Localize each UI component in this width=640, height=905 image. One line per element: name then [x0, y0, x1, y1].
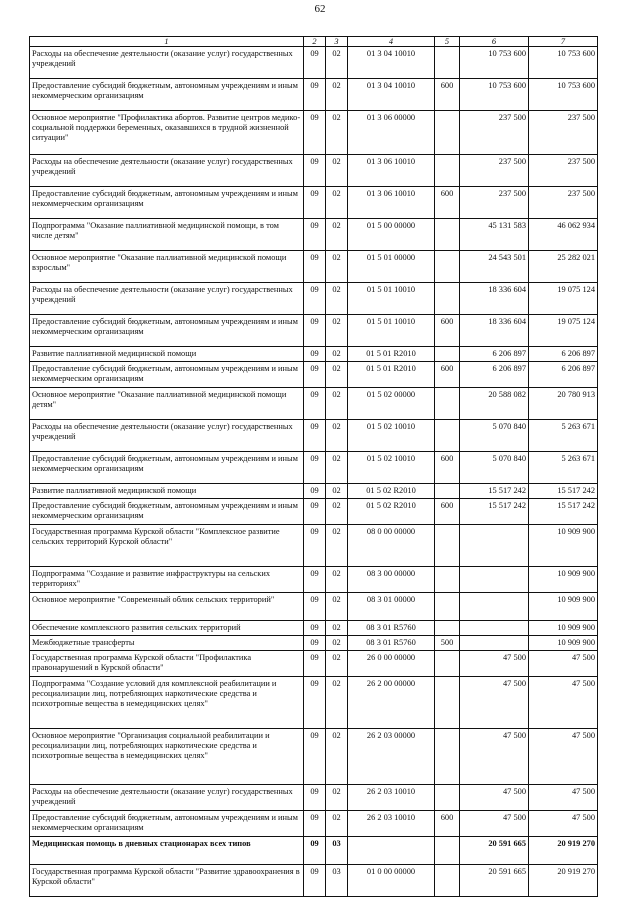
- row-name: Подпрограмма "Создание и развитие инфраструктуры на сельских территориях": [30, 567, 304, 593]
- row-expense-type: 600: [435, 79, 460, 111]
- table-header-row: [30, 37, 598, 47]
- row-section: 09: [304, 420, 326, 452]
- row-amount-year2: 47 500: [529, 677, 598, 729]
- row-amount-year2: 10 909 900: [529, 593, 598, 621]
- row-name: Расходы на обеспечение деятельности (оказание услуг) государственных учреждений: [30, 283, 304, 315]
- row-expense-type: [435, 567, 460, 593]
- row-expense-type: [435, 785, 460, 811]
- row-amount-year2: 10 909 900: [529, 525, 598, 567]
- row-subsection: 02: [326, 499, 348, 525]
- header-col-subsection: 3: [326, 37, 348, 47]
- row-section: 09: [304, 362, 326, 388]
- row-amount-year1: 5 070 840: [460, 420, 529, 452]
- row-amount-year2: 47 500: [529, 811, 598, 837]
- row-expense-type: [435, 219, 460, 251]
- row-amount-year2: 10 909 900: [529, 621, 598, 636]
- row-subsection: 02: [326, 452, 348, 484]
- row-name: Расходы на обеспечение деятельности (оказание услуг) государственных учреждений: [30, 785, 304, 811]
- row-amount-year1: 47 500: [460, 651, 529, 677]
- table-row: [30, 865, 598, 897]
- row-section: 09: [304, 251, 326, 283]
- row-amount-year1: 47 500: [460, 785, 529, 811]
- row-name: Основное мероприятие "Профилактика абортов. Развитие центров медико-социальной поддержки беременных, оказавшихся в трудной жизненной ситуации": [30, 111, 304, 155]
- table-row: [30, 283, 598, 315]
- row-section: 09: [304, 315, 326, 347]
- row-amount-year1: 10 753 600: [460, 79, 529, 111]
- row-expense-type: 500: [435, 636, 460, 651]
- row-target-article: 08 3 01 R5760: [348, 636, 435, 651]
- row-section: 09: [304, 347, 326, 362]
- header-col-target-article: 4: [348, 37, 435, 47]
- row-subsection: 02: [326, 567, 348, 593]
- row-section: 09: [304, 837, 326, 865]
- row-amount-year2: 237 500: [529, 187, 598, 219]
- row-amount-year1: [460, 636, 529, 651]
- table-row: [30, 347, 598, 362]
- row-subsection: 02: [326, 187, 348, 219]
- row-subsection: 02: [326, 729, 348, 785]
- row-amount-year2: 10 753 600: [529, 47, 598, 79]
- row-name: Основное мероприятие "Организация социальной реабилитации и ресоциализации лиц, потребляющих наркотические средства и психотропные вещества в немедицинских целях": [30, 729, 304, 785]
- row-subsection: 02: [326, 651, 348, 677]
- row-section: 09: [304, 484, 326, 499]
- row-expense-type: [435, 251, 460, 283]
- row-section: 09: [304, 219, 326, 251]
- row-expense-type: [435, 155, 460, 187]
- table-row: [30, 315, 598, 347]
- row-target-article: 01 5 01 R2010: [348, 362, 435, 388]
- row-name: Подпрограмма "Оказание паллиативной медицинской помощи, в том числе детям": [30, 219, 304, 251]
- row-amount-year2: 10 909 900: [529, 636, 598, 651]
- row-name: Предоставление субсидий бюджетным, автономным учреждениям и иным некоммерческим организациям: [30, 187, 304, 219]
- row-section: 09: [304, 621, 326, 636]
- row-name: Расходы на обеспечение деятельности (оказание услуг) государственных учреждений: [30, 155, 304, 187]
- row-amount-year1: [460, 567, 529, 593]
- table-row: [30, 837, 598, 865]
- row-amount-year1: 18 336 604: [460, 315, 529, 347]
- table-row: [30, 567, 598, 593]
- row-section: 09: [304, 636, 326, 651]
- row-subsection: 02: [326, 251, 348, 283]
- row-section: 09: [304, 155, 326, 187]
- row-amount-year2: 5 263 671: [529, 452, 598, 484]
- row-name: Развитие паллиативной медицинской помощи: [30, 347, 304, 362]
- row-target-article: 01 3 04 10010: [348, 47, 435, 79]
- row-subsection: 02: [326, 111, 348, 155]
- table-row: [30, 677, 598, 729]
- page-number: 62: [314, 3, 326, 15]
- row-amount-year1: 47 500: [460, 677, 529, 729]
- row-target-article: 01 5 01 10010: [348, 283, 435, 315]
- row-name: Предоставление субсидий бюджетным, автономным учреждениям и иным некоммерческим организациям: [30, 315, 304, 347]
- row-amount-year2: 15 517 242: [529, 484, 598, 499]
- row-target-article: 01 5 01 10010: [348, 315, 435, 347]
- row-section: 09: [304, 452, 326, 484]
- row-name: Предоставление субсидий бюджетным, автономным учреждениям и иным некоммерческим организациям: [30, 499, 304, 525]
- row-subsection: 02: [326, 811, 348, 837]
- row-expense-type: [435, 388, 460, 420]
- row-expense-type: [435, 283, 460, 315]
- row-expense-type: [435, 47, 460, 79]
- row-amount-year1: 237 500: [460, 155, 529, 187]
- row-section: 09: [304, 865, 326, 897]
- row-name: Государственная программа Курской области "Профилактика правонарушений в Курской области": [30, 651, 304, 677]
- row-amount-year1: 5 070 840: [460, 452, 529, 484]
- row-target-article: 01 0 00 00000: [348, 865, 435, 897]
- row-subsection: 02: [326, 79, 348, 111]
- row-amount-year1: 237 500: [460, 111, 529, 155]
- row-expense-type: [435, 621, 460, 636]
- row-amount-year2: 19 075 124: [529, 283, 598, 315]
- row-expense-type: [435, 593, 460, 621]
- row-subsection: 03: [326, 865, 348, 897]
- row-target-article: 08 3 00 00000: [348, 567, 435, 593]
- row-amount-year2: 46 062 934: [529, 219, 598, 251]
- row-subsection: 02: [326, 525, 348, 567]
- row-section: 09: [304, 651, 326, 677]
- row-amount-year1: 47 500: [460, 811, 529, 837]
- table-row: [30, 187, 598, 219]
- header-col-amount-year2: 7: [529, 37, 598, 47]
- row-target-article: 08 0 00 00000: [348, 525, 435, 567]
- row-name: Государственная программа Курской области "Развитие здравоохранения в Курской области": [30, 865, 304, 897]
- row-expense-type: 600: [435, 187, 460, 219]
- table-row: [30, 621, 598, 636]
- row-subsection: 02: [326, 155, 348, 187]
- row-name: Основное мероприятие "Оказание паллиативной медицинской помощи детям": [30, 388, 304, 420]
- row-subsection: 02: [326, 283, 348, 315]
- table-row: [30, 219, 598, 251]
- row-subsection: 02: [326, 636, 348, 651]
- table-row: [30, 525, 598, 567]
- row-target-article: 01 5 01 00000: [348, 251, 435, 283]
- row-expense-type: 600: [435, 452, 460, 484]
- row-target-article: 01 3 04 10010: [348, 79, 435, 111]
- row-expense-type: [435, 420, 460, 452]
- row-expense-type: [435, 484, 460, 499]
- row-amount-year1: 10 753 600: [460, 47, 529, 79]
- row-section: 09: [304, 811, 326, 837]
- row-amount-year2: 19 075 124: [529, 315, 598, 347]
- row-subsection: 02: [326, 484, 348, 499]
- row-subsection: 02: [326, 785, 348, 811]
- row-section: 09: [304, 593, 326, 621]
- row-section: 09: [304, 677, 326, 729]
- row-subsection: 02: [326, 219, 348, 251]
- row-expense-type: 600: [435, 811, 460, 837]
- row-name: Основное мероприятие "Оказание паллиативной медицинской помощи взрослым": [30, 251, 304, 283]
- row-target-article: 26 0 00 00000: [348, 651, 435, 677]
- row-amount-year1: 45 131 583: [460, 219, 529, 251]
- row-name: Предоставление субсидий бюджетным, автономным учреждениям и иным некоммерческим организациям: [30, 452, 304, 484]
- table-row: [30, 79, 598, 111]
- table-row: [30, 155, 598, 187]
- header-col-amount-year1: 6: [460, 37, 529, 47]
- row-subsection: 03: [326, 837, 348, 865]
- row-amount-year2: 237 500: [529, 155, 598, 187]
- row-target-article: 01 3 06 10010: [348, 155, 435, 187]
- row-expense-type: 600: [435, 499, 460, 525]
- table-row: [30, 729, 598, 785]
- table-row: [30, 362, 598, 388]
- row-target-article: 08 3 01 00000: [348, 593, 435, 621]
- table-row: [30, 251, 598, 283]
- row-amount-year1: 20 588 082: [460, 388, 529, 420]
- row-subsection: 02: [326, 420, 348, 452]
- table-row: [30, 785, 598, 811]
- row-amount-year2: 6 206 897: [529, 347, 598, 362]
- row-expense-type: [435, 729, 460, 785]
- row-name: Подпрограмма "Создание условий для комплексной реабилитации и ресоциализации лиц, потребляющих наркотические средства и психотропные вещества в немедицинских целях": [30, 677, 304, 729]
- table-row: [30, 593, 598, 621]
- row-expense-type: [435, 837, 460, 865]
- row-amount-year1: [460, 621, 529, 636]
- row-name: Развитие паллиативной медицинской помощи: [30, 484, 304, 499]
- table-row: [30, 499, 598, 525]
- row-target-article: 26 2 03 10010: [348, 785, 435, 811]
- row-amount-year2: 5 263 671: [529, 420, 598, 452]
- table-row: [30, 484, 598, 499]
- row-name: Медицинская помощь в дневных стационарах всех типов: [30, 837, 304, 865]
- row-name: Предоставление субсидий бюджетным, автономным учреждениям и иным некоммерческим организациям: [30, 362, 304, 388]
- row-subsection: 02: [326, 593, 348, 621]
- table-row: [30, 452, 598, 484]
- row-name: Обеспечение комплексного развития сельских территорий: [30, 621, 304, 636]
- row-section: 09: [304, 567, 326, 593]
- row-amount-year2: 47 500: [529, 729, 598, 785]
- row-name: Предоставление субсидий бюджетным, автономным учреждениям и иным некоммерческим организациям: [30, 79, 304, 111]
- row-section: 09: [304, 388, 326, 420]
- row-amount-year2: 25 282 021: [529, 251, 598, 283]
- row-section: 09: [304, 187, 326, 219]
- table-row: [30, 636, 598, 651]
- budget-table: [29, 36, 598, 897]
- row-subsection: 02: [326, 677, 348, 729]
- row-expense-type: [435, 651, 460, 677]
- row-subsection: 02: [326, 347, 348, 362]
- table-row: [30, 47, 598, 79]
- row-expense-type: [435, 865, 460, 897]
- row-section: 09: [304, 499, 326, 525]
- header-col-section: 2: [304, 37, 326, 47]
- row-target-article: 26 2 03 10010: [348, 811, 435, 837]
- row-name: Межбюджетные трансферты: [30, 636, 304, 651]
- row-amount-year2: 20 780 913: [529, 388, 598, 420]
- row-amount-year1: 18 336 604: [460, 283, 529, 315]
- row-amount-year2: 10 753 600: [529, 79, 598, 111]
- row-amount-year1: 47 500: [460, 729, 529, 785]
- row-subsection: 02: [326, 621, 348, 636]
- row-target-article: 01 5 00 00000: [348, 219, 435, 251]
- table-row: [30, 388, 598, 420]
- row-amount-year1: 24 543 501: [460, 251, 529, 283]
- row-target-article: 08 3 01 R5760: [348, 621, 435, 636]
- row-expense-type: [435, 111, 460, 155]
- row-name: Государственная программа Курской области "Комплексное развитие сельских территорий Курской области": [30, 525, 304, 567]
- row-name: Расходы на обеспечение деятельности (оказание услуг) государственных учреждений: [30, 420, 304, 452]
- row-target-article: 26 2 03 00000: [348, 729, 435, 785]
- row-amount-year1: 20 591 665: [460, 837, 529, 865]
- row-amount-year2: 15 517 242: [529, 499, 598, 525]
- row-subsection: 02: [326, 362, 348, 388]
- row-section: 09: [304, 729, 326, 785]
- row-target-article: 26 2 00 00000: [348, 677, 435, 729]
- row-amount-year2: 6 206 897: [529, 362, 598, 388]
- row-target-article: 01 5 02 00000: [348, 388, 435, 420]
- table-row: [30, 111, 598, 155]
- row-amount-year2: 20 919 270: [529, 837, 598, 865]
- table-row: [30, 651, 598, 677]
- row-expense-type: [435, 347, 460, 362]
- row-amount-year2: 10 909 900: [529, 567, 598, 593]
- row-target-article: 01 5 02 10010: [348, 452, 435, 484]
- row-section: 09: [304, 283, 326, 315]
- row-amount-year2: 20 919 270: [529, 865, 598, 897]
- header-col-name: 1: [30, 37, 304, 47]
- row-section: 09: [304, 47, 326, 79]
- row-amount-year2: 237 500: [529, 111, 598, 155]
- row-target-article: 01 3 06 10010: [348, 187, 435, 219]
- row-name: Основное мероприятие "Современный облик сельских территорий": [30, 593, 304, 621]
- row-target-article: 01 5 02 R2010: [348, 484, 435, 499]
- row-name: Расходы на обеспечение деятельности (оказание услуг) государственных учреждений: [30, 47, 304, 79]
- table-row: [30, 420, 598, 452]
- row-target-article: 01 5 02 R2010: [348, 499, 435, 525]
- row-section: 09: [304, 525, 326, 567]
- row-section: 09: [304, 111, 326, 155]
- row-amount-year1: 15 517 242: [460, 484, 529, 499]
- row-expense-type: [435, 525, 460, 567]
- row-expense-type: 600: [435, 315, 460, 347]
- row-section: 09: [304, 79, 326, 111]
- header-col-expense-type: 5: [435, 37, 460, 47]
- row-amount-year1: 20 591 665: [460, 865, 529, 897]
- row-amount-year1: 237 500: [460, 187, 529, 219]
- row-section: 09: [304, 785, 326, 811]
- row-amount-year2: 47 500: [529, 785, 598, 811]
- row-amount-year1: 6 206 897: [460, 362, 529, 388]
- row-subsection: 02: [326, 315, 348, 347]
- row-subsection: 02: [326, 388, 348, 420]
- row-subsection: 02: [326, 47, 348, 79]
- row-name: Предоставление субсидий бюджетным, автономным учреждениям и иным некоммерческим организациям: [30, 811, 304, 837]
- row-expense-type: 600: [435, 362, 460, 388]
- row-target-article: [348, 837, 435, 865]
- row-amount-year1: [460, 525, 529, 567]
- table-row: [30, 811, 598, 837]
- row-amount-year1: 6 206 897: [460, 347, 529, 362]
- row-target-article: 01 3 06 00000: [348, 111, 435, 155]
- row-amount-year1: 15 517 242: [460, 499, 529, 525]
- row-amount-year2: 47 500: [529, 651, 598, 677]
- row-expense-type: [435, 677, 460, 729]
- row-amount-year1: [460, 593, 529, 621]
- row-target-article: 01 5 02 10010: [348, 420, 435, 452]
- row-target-article: 01 5 01 R2010: [348, 347, 435, 362]
